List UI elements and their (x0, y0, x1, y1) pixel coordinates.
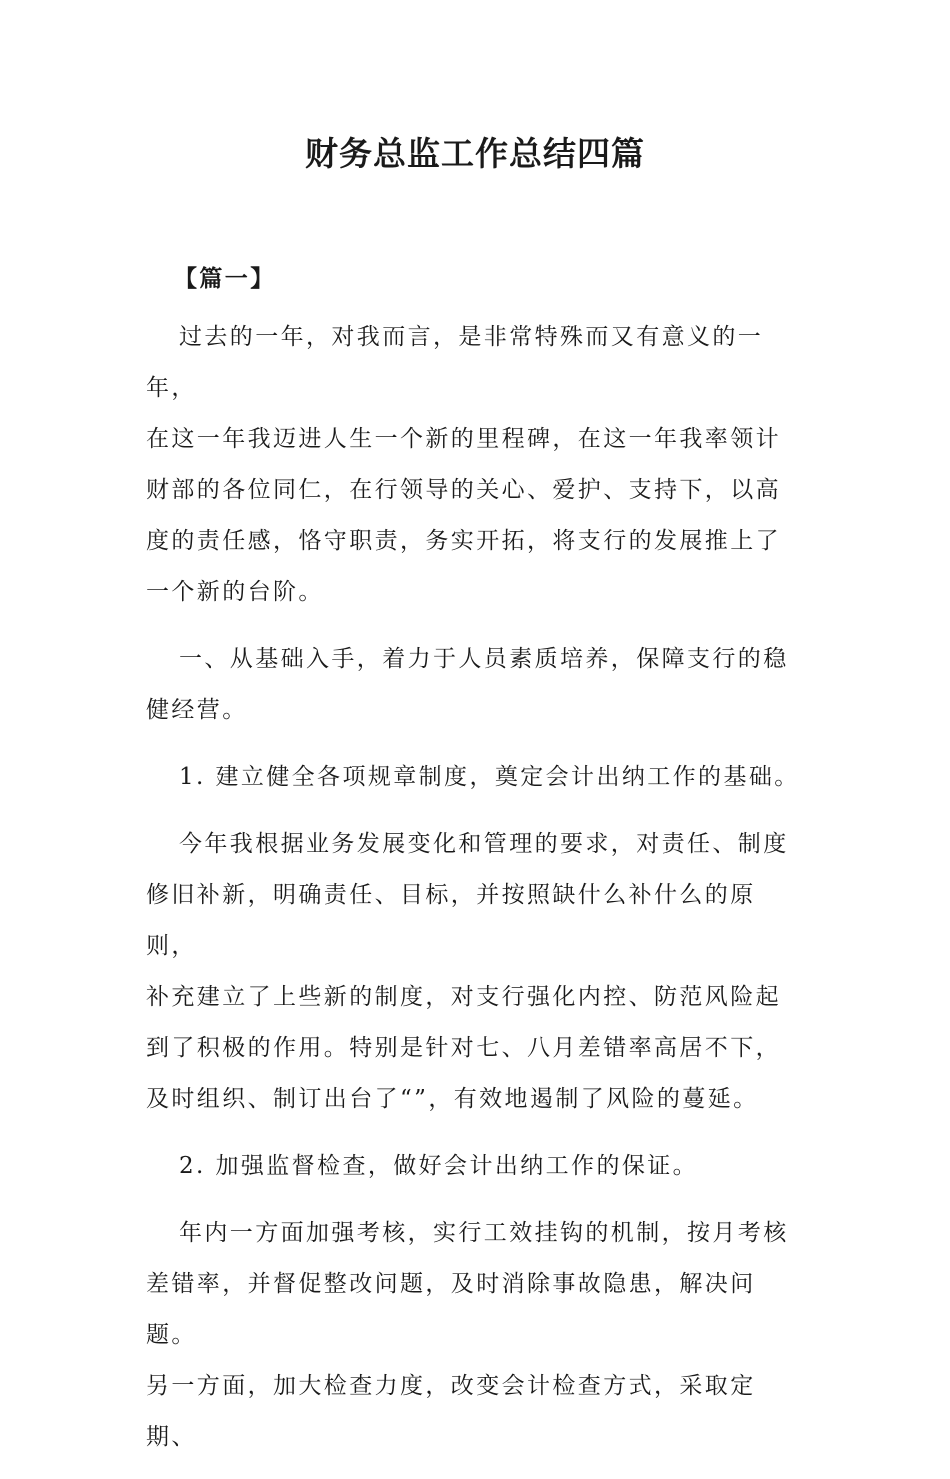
paragraph: 年内一方面加强考核，实行工效挂钩的机制，按月考核 差错率，并督促整改问题，及时消除事故隐患，解决问题。 另一方面，加大检查力度，改变会计检查方式，采取定期、 (146, 1220, 789, 1450)
paragraph: 一、从基础入手，着力于人员素质培养，保障支行的稳 健经营。 (146, 646, 789, 723)
document-body (146, 262, 801, 1479)
paragraph: 过去的一年，对我而言，是非常特殊而又有意义的一年， 在这一年我迈进人生一个新的里程碑，在这一年我率领计 财部的各位同仁，在行领导的关心、爱护、支持下，以高 度的责任感，恪守职责，务实开拓，将支行的发展推上了 一个新的台阶。 (146, 324, 781, 605)
paragraph: 今年我根据业务发展变化和管理的要求，对责任、制度 修旧补新，明确责任、目标，并按照缺什么补什么的原则， 补充建立了上些新的制度，对支行强化内控、防范风险起 到了积极的作用。特别是针对七、八月差错率高居不下， 及时组织、制订出台了“”，有效地遏制了风险的蔓延。 (146, 831, 789, 1112)
section-heading: 【篇一】 (174, 266, 276, 292)
paragraph: 1. 建立健全各项规章制度，奠定会计出纳工作的基础。 (179, 764, 800, 790)
document-title: 财务总监工作总结四篇 (305, 134, 645, 173)
paragraph: 2. 加强监督检查，做好会计出纳工作的保证。 (179, 1153, 699, 1179)
